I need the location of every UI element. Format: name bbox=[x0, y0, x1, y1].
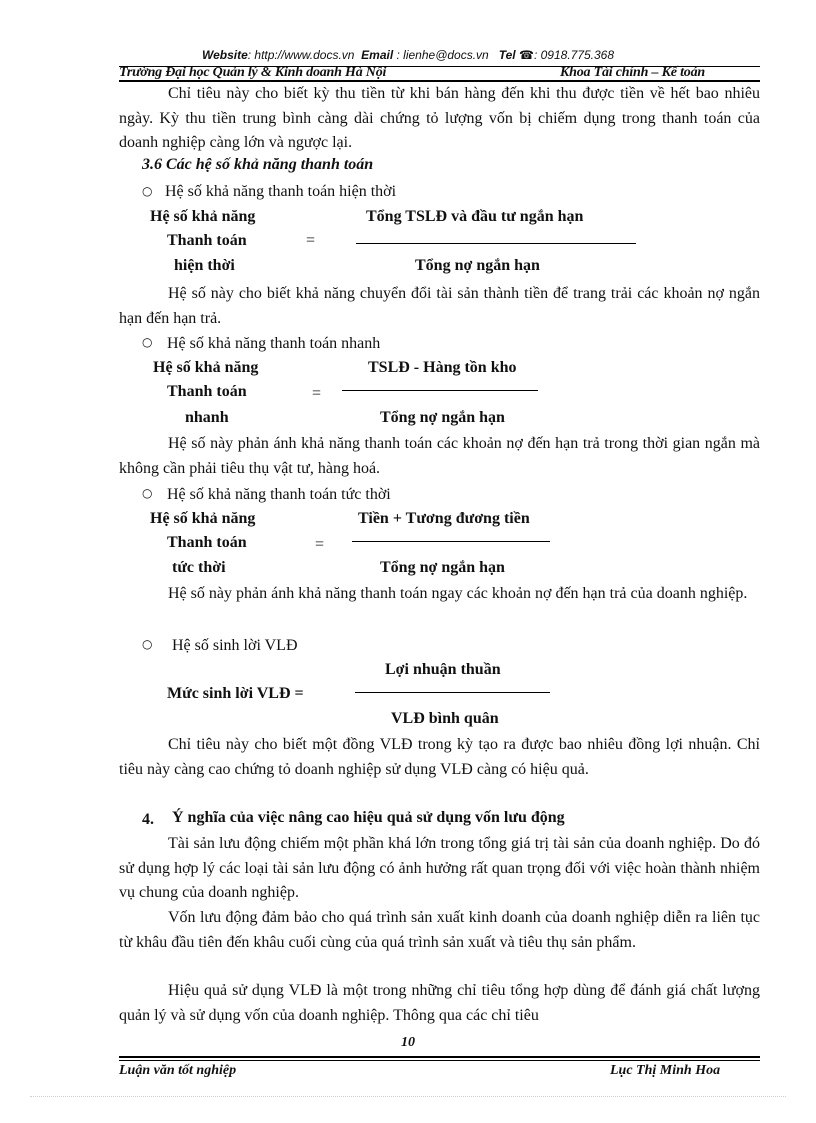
formula2-denominator: Tổng nợ ngắn hạn bbox=[380, 409, 505, 426]
section-heading-4: Ý nghĩa của việc nâng cao hiệu quả sử dụng vốn lưu động bbox=[172, 809, 565, 826]
tel-value: : 0918.775.368 bbox=[533, 48, 615, 62]
formula2-label-line3: nhanh bbox=[185, 409, 229, 426]
tel-label: Tel bbox=[498, 48, 516, 62]
phone-icon: ☎ bbox=[519, 48, 534, 62]
section-heading-4-number: 4. bbox=[142, 811, 154, 828]
header-website-line bbox=[0, 47, 816, 63]
formula3-label-line2: Thanh toán bbox=[167, 534, 247, 551]
formula1-equals: = bbox=[306, 232, 316, 249]
formula3-label-line1: Hệ số khả năng bbox=[150, 510, 256, 527]
formula4-label: Mức sinh lời VLĐ = bbox=[167, 685, 304, 702]
formula3-fraction-bar bbox=[352, 541, 550, 542]
bullet-icon: ○ bbox=[142, 335, 153, 349]
formula2-label-line2: Thanh toán bbox=[167, 383, 247, 400]
footer-thesis: Luận văn tốt nghiệp bbox=[119, 1063, 237, 1078]
formula4-denominator: VLĐ bình quân bbox=[391, 710, 499, 727]
paragraph-collection-period: Chỉ tiêu này cho biết kỳ thu tiền từ khi bán hàng đến khi thu được tiền về hết bao nhiêu ngày. Kỳ thu tiền trung bình càng dài chứng tỏ lượng vốn bị chiếm dụng trong thanh toán của doanh nghiệp càng lớn và ngược lại. bbox=[119, 85, 760, 151]
website-value: : http://www.docs.vn bbox=[247, 48, 355, 62]
formula3-equals: = bbox=[315, 536, 325, 553]
formula2-numerator: TSLĐ - Hàng tồn kho bbox=[368, 359, 517, 376]
paragraph-wc-profitability: Chỉ tiêu này cho biết một đồng VLĐ trong kỳ tạo ra được bao nhiêu đồng lợi nhuận. Chỉ tiêu này càng cao chứng tỏ doanh nghiệp sử dụng VLĐ càng có hiệu quả. bbox=[119, 736, 760, 778]
bullet-icon: ○ bbox=[142, 486, 153, 500]
formula3-label-line3: tức thời bbox=[172, 559, 226, 576]
page-number: 10 bbox=[401, 1035, 415, 1050]
formula1-label-line2: Thanh toán bbox=[167, 232, 247, 249]
formula2-equals: = bbox=[312, 385, 322, 402]
formula3-numerator: Tiền + Tương đương tiền bbox=[358, 510, 530, 527]
website-label: Website bbox=[201, 48, 248, 62]
paragraph-current-ratio: Hệ số này cho biết khả năng chuyển đổi tài sản thành tiền để trang trải các khoản nợ ngắn hạn đến hạn trả. bbox=[119, 285, 760, 327]
formula4-numerator: Lợi nhuận thuần bbox=[385, 661, 501, 678]
email-value: : lienhe@docs.vn bbox=[396, 48, 489, 62]
formula3-denominator: Tổng nợ ngắn hạn bbox=[380, 559, 505, 576]
bullet-cash-ratio: Hệ số khả năng thanh toán tức thời bbox=[167, 486, 391, 503]
paragraph-current-assets: Tài sản lưu động chiếm một phần khá lớn trong tổng giá trị tài sản của doanh nghiệp. Do đó sử dụng hợp lý các loại tài sản lưu động có ảnh hưởng rất quan trọng đối với việc hoàn thành nhiệm vụ chung của doanh nghiệp. bbox=[119, 835, 760, 901]
formula1-denominator: Tổng nợ ngắn hạn bbox=[415, 257, 540, 274]
formula1-numerator: Tổng TSLĐ và đầu tư ngắn hạn bbox=[366, 208, 584, 225]
formula1-label-line1: Hệ số khả năng bbox=[150, 208, 256, 225]
formula2-label-line1: Hệ số khả năng bbox=[153, 359, 259, 376]
header-faculty: Khoa Tài chính – Kế toán bbox=[560, 65, 705, 80]
bullet-wc-profitability: Hệ số sinh lời VLĐ bbox=[172, 637, 298, 654]
formula4-fraction-bar bbox=[355, 692, 550, 693]
formula2-fraction-bar bbox=[342, 390, 538, 391]
bullet-icon: ○ bbox=[142, 184, 153, 198]
footer-author: Lục Thị Minh Hoa bbox=[610, 1063, 721, 1078]
paragraph-quick-ratio: Hệ số này phản ánh khả năng thanh toán các khoản nợ đến hạn trả trong thời gian ngắn mà không cần phải tiêu thụ vật tư, hàng hoá. bbox=[119, 435, 760, 477]
bullet-quick-ratio: Hệ số khả năng thanh toán nhanh bbox=[167, 335, 381, 352]
section-heading-3-6: 3.6 Các hệ số khả năng thanh toán bbox=[142, 156, 374, 173]
email-label: Email bbox=[361, 48, 394, 62]
formula1-fraction-bar bbox=[356, 243, 636, 244]
header-school: Trường Đại học Quản lý & Kinh doanh Hà Nội bbox=[119, 65, 387, 80]
paragraph-cash-ratio: Hệ số này phản ánh khả năng thanh toán ngay các khoản nợ đến hạn trả của doanh nghiệp. bbox=[168, 585, 748, 602]
bullet-current-ratio: Hệ số khả năng thanh toán hiện thời bbox=[165, 183, 397, 200]
footer-rule-top bbox=[119, 1056, 760, 1058]
paragraph-efficiency: Hiệu quả sử dụng VLĐ là một trong những chỉ tiêu tổng hợp dùng để đánh giá chất lượng quản lý và sử dụng vốn của doanh nghiệp. Thông qua các chỉ tiêu bbox=[119, 982, 760, 1024]
page-edge-divider bbox=[30, 1096, 786, 1097]
bullet-icon: ○ bbox=[142, 637, 153, 651]
formula1-label-line3: hiện thời bbox=[174, 257, 235, 274]
footer-rule-bottom bbox=[119, 1060, 760, 1061]
paragraph-working-capital: Vốn lưu động đảm bảo cho quá trình sản xuất kinh doanh của doanh nghiệp diễn ra liên tục từ khâu đầu tiên đến khâu cuối cùng của quá trình sản xuất và tiêu thụ sản phẩm. bbox=[119, 909, 760, 951]
